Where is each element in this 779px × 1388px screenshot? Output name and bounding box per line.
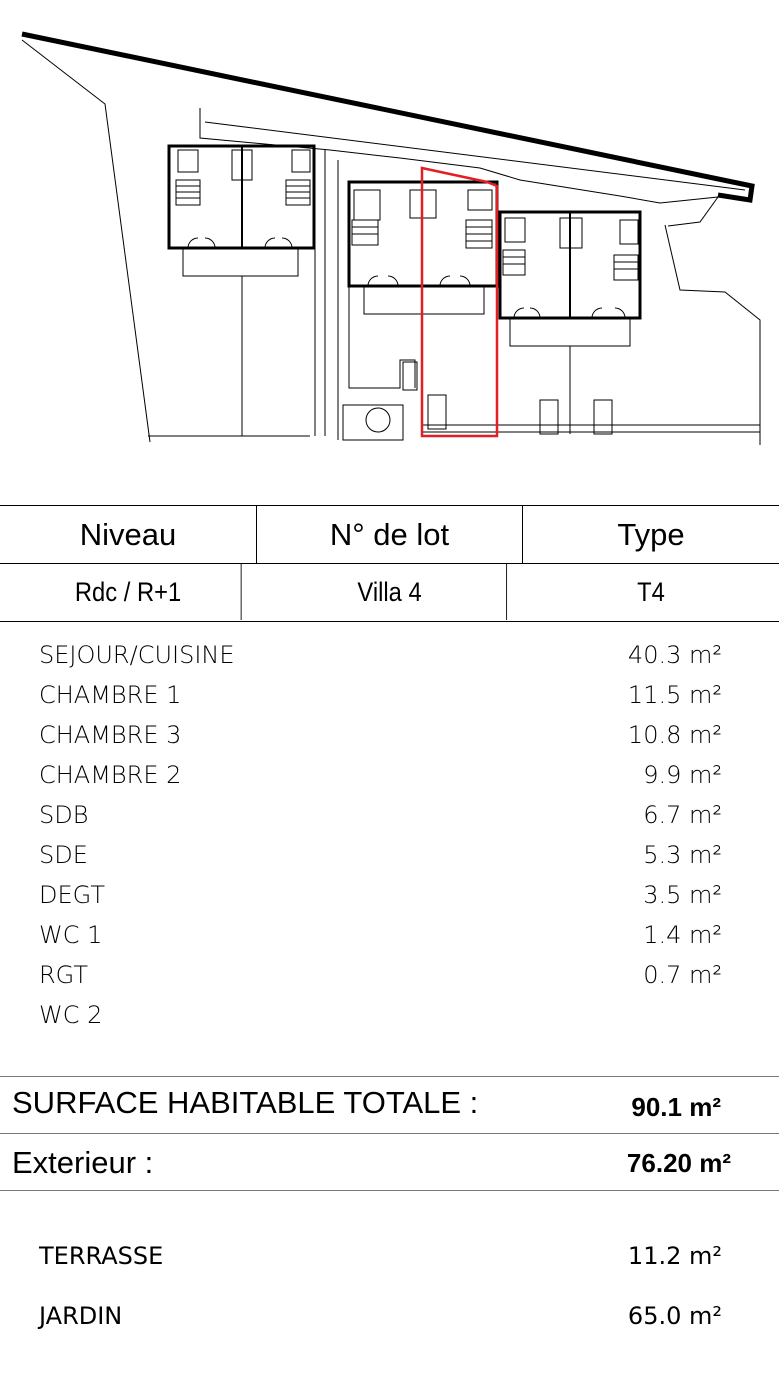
list-item: CHAMBRE 1 11.5 m² xyxy=(39,681,722,709)
table-header-row xyxy=(0,506,779,564)
lot-summary-table xyxy=(0,505,779,622)
list-item: SDB 6.7 m² xyxy=(39,801,722,829)
list-item: SEJOUR/CUISINE 40.3 m² xyxy=(39,641,722,669)
list-item: WC 1 1.4 m² xyxy=(39,921,722,949)
divider xyxy=(0,1076,779,1077)
villa-block-2 xyxy=(343,182,497,440)
value-type: T4 xyxy=(637,576,665,607)
table-value-row xyxy=(0,564,779,620)
value-niveau: Rdc / R+1 xyxy=(15,564,241,620)
exterior-label: Exterieur : xyxy=(12,1145,154,1180)
list-item: WC 2 xyxy=(39,1001,103,1029)
list-item: CHAMBRE 2 9.9 m² xyxy=(39,761,722,789)
boundary-line xyxy=(22,34,752,200)
lot-outline-right xyxy=(665,225,760,445)
villa-block-1 xyxy=(169,146,314,436)
selected-lot-highlight xyxy=(422,168,497,436)
list-item: CHAMBRE 3 10.8 m² xyxy=(39,721,722,749)
list-item: TERRASSE 11.2 m² xyxy=(39,1242,722,1270)
exterior-value: 76.20 m² xyxy=(626,1148,731,1178)
list-item: SDE 5.3 m² xyxy=(39,841,722,869)
garden-gate xyxy=(428,395,446,429)
header-niveau: Niveau xyxy=(0,506,257,563)
divider xyxy=(0,1133,779,1134)
villa-block-3 xyxy=(500,212,640,434)
divider xyxy=(0,1190,779,1191)
header-lot: N° de lot xyxy=(257,506,523,563)
header-type: Type xyxy=(617,516,685,552)
list-item: DEGT 3.5 m² xyxy=(39,881,722,909)
site-plan-drawing xyxy=(0,0,779,460)
total-surface-label: SURFACE HABITABLE TOTALE : xyxy=(12,1085,479,1120)
garden-fence xyxy=(422,425,760,432)
lot-outline-left xyxy=(22,40,150,442)
total-surface-value: 90.1 m² xyxy=(631,1092,721,1122)
value-lot: Villa 4 xyxy=(273,564,507,620)
list-item: JARDIN 65.0 m² xyxy=(39,1302,722,1330)
list-item: RGT 0.7 m² xyxy=(39,961,722,989)
walkway xyxy=(315,150,338,440)
